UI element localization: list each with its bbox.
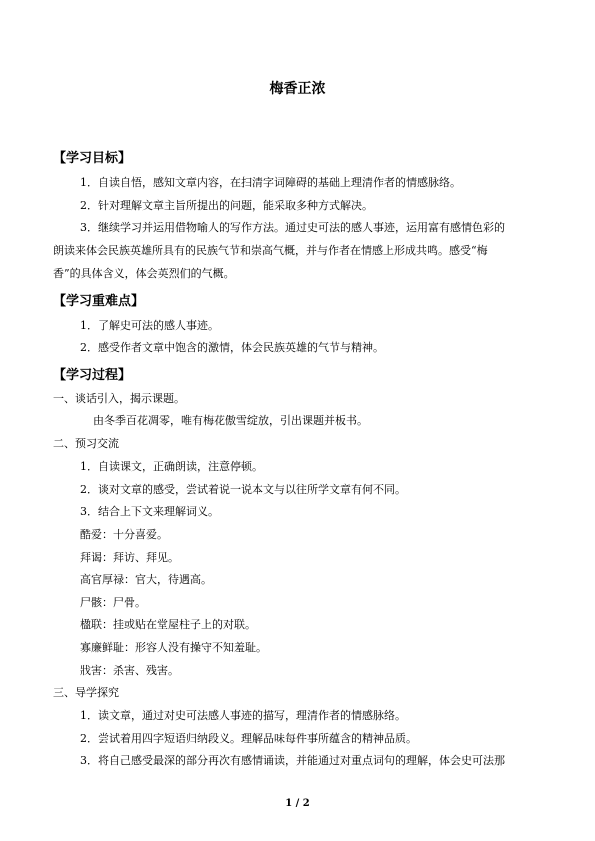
process-part3-title: 三、导学探究 bbox=[53, 686, 119, 699]
process-part3-item: 3．将自己感受最深的部分再次有感情诵读，并能通过对重点词句的理解，体会史可法那 bbox=[80, 754, 505, 767]
vocab-item: 酷爱：十分喜爱。 bbox=[80, 528, 168, 541]
vocab-item: 楹联：挂或贴在堂屋柱子上的对联。 bbox=[80, 618, 256, 631]
page-number: 1 / 2 bbox=[285, 798, 310, 809]
goal-item: 3．继续学习并运用借物喻人的写作方法。通过史可法的感人事迹，运用富有感情色彩的 bbox=[80, 221, 505, 234]
vocab-item: 戕害：杀害、残害。 bbox=[80, 664, 179, 677]
vocab-item: 高官厚禄：官大，待遇高。 bbox=[80, 573, 212, 586]
process-part1-title: 一、谈话引入，揭示课题。 bbox=[53, 392, 185, 405]
keys-heading: 【学习重难点】 bbox=[53, 294, 145, 309]
goal-item-continued: 朗读来体会民族英雄所具有的民族气节和崇高气概，并与作者在情感上形成共鸣。感受“梅 bbox=[53, 244, 488, 257]
goal-item: 1．自读自悟，感知文章内容，在扫清字词障碍的基础上理清作者的情感脉络。 bbox=[80, 176, 461, 189]
process-part2-item: 1．自读课文，正确朗读，注意停顿。 bbox=[80, 460, 263, 473]
process-part3-item: 2．尝试着用四字短语归纳段义。理解品味每件事所蕴含的精神品质。 bbox=[80, 732, 417, 745]
goals-heading: 【学习目标】 bbox=[53, 151, 132, 166]
vocab-item: 尸骸：尸骨。 bbox=[80, 596, 146, 609]
page-title: 梅香正浓 bbox=[269, 81, 326, 97]
key-item: 2．感受作者文章中饱含的激情，体会民族英雄的气节与精神。 bbox=[80, 341, 384, 354]
goal-item-continued: 香”的具体含义，体会英烈们的气概。 bbox=[53, 267, 235, 280]
process-part3-item: 1．读文章，通过对史可法感人事迹的描写，理清作者的情感脉络。 bbox=[80, 709, 406, 722]
vocab-item: 寡廉鲜耻：形容人没有操守不知羞耻。 bbox=[80, 641, 267, 654]
process-part2-title: 二、预习交流 bbox=[53, 437, 119, 450]
process-heading: 【学习过程】 bbox=[53, 368, 132, 383]
process-part1-text: 由冬季百花凋零，唯有梅花傲雪绽放，引出课题并板书。 bbox=[93, 414, 368, 427]
key-item: 1．了解史可法的感人事迹。 bbox=[80, 319, 219, 332]
process-part2-item: 3．结合上下文来理解词义。 bbox=[80, 505, 219, 518]
process-part2-item: 2．谈对文章的感受，尝试着说一说本文与以往所学文章有何不同。 bbox=[80, 483, 406, 496]
goal-item: 2．针对理解文章主旨所提出的问题，能采取多种方式解决。 bbox=[80, 199, 373, 212]
vocab-item: 拜谒：拜访、拜见。 bbox=[80, 551, 179, 564]
